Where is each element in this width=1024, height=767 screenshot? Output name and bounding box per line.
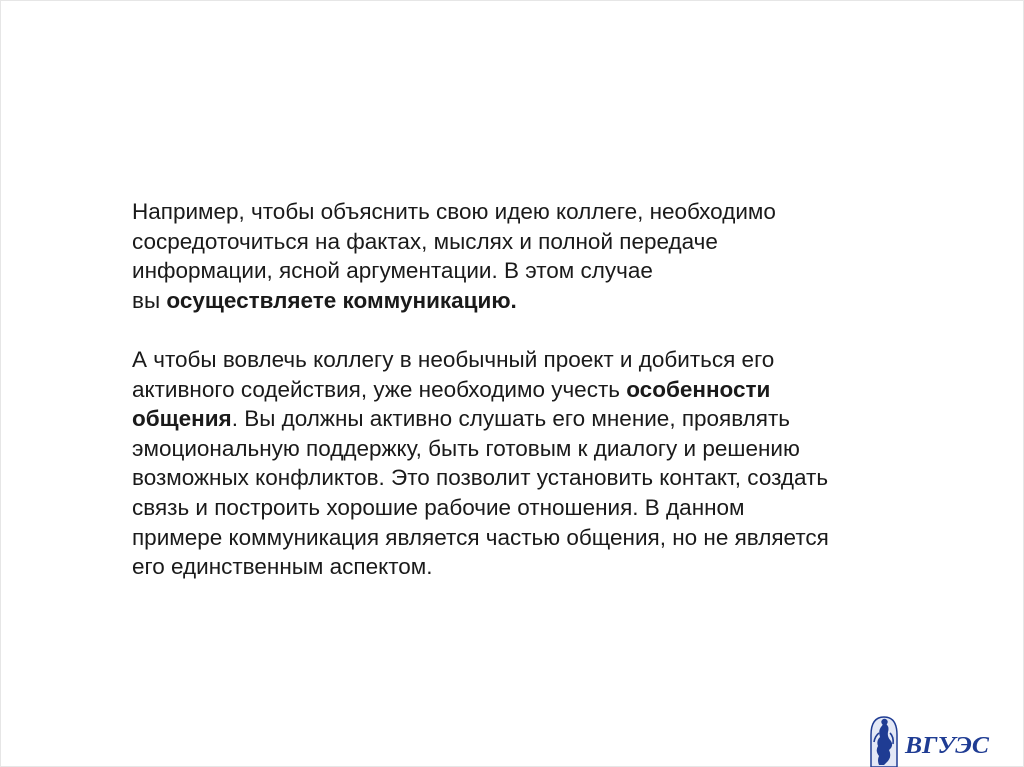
paragraph2-line3 [132, 404, 952, 434]
paragraph1-line4-bold: осуществляете коммуникацию. [166, 287, 517, 313]
paragraph1-line4 [132, 286, 952, 316]
paragraph2-line8: его единственным аспектом. [132, 554, 433, 580]
paragraph2-line2-bold: особенности [626, 376, 771, 402]
paragraph1-line4-prefix: вы [132, 287, 167, 313]
paragraph-gap [132, 315, 952, 345]
paragraph2-line6: связь и построить хорошие рабочие отношения. В данном [132, 494, 745, 520]
slide-body-text [132, 197, 952, 582]
university-emblem-icon [871, 717, 897, 767]
paragraph2-line7: примере коммуникация является частью общения, но не является [132, 524, 829, 550]
paragraph2-line5: возможных конфликтов. Это позволит установить контакт, создать [132, 465, 829, 491]
paragraph2-line2-prefix: активного содействия, уже необходимо учесть [132, 376, 627, 402]
university-logo [869, 713, 999, 767]
paragraph1-line3: информации, ясной аргументации. В этом случае [132, 258, 653, 284]
logo-text: ВГУЭС [903, 733, 991, 759]
paragraph2-line1: А чтобы вовлечь коллегу в необычный проект и добиться его [132, 346, 775, 372]
paragraph2-line3-suffix: . Вы должны активно слушать его мнение, проявлять [231, 406, 790, 432]
paragraph2-line4: эмоциональную поддержку, быть готовым к диалогу и решению [132, 435, 800, 461]
paragraph2-line3-bold: общения [132, 406, 232, 432]
paragraph1-line1: Например, чтобы объяснить свою идею коллеге, необходимо [132, 199, 776, 224]
paragraph2-line2 [132, 375, 952, 405]
paragraph1-line2: сосредоточиться на фактах, мыслях и полной передаче [132, 228, 718, 254]
